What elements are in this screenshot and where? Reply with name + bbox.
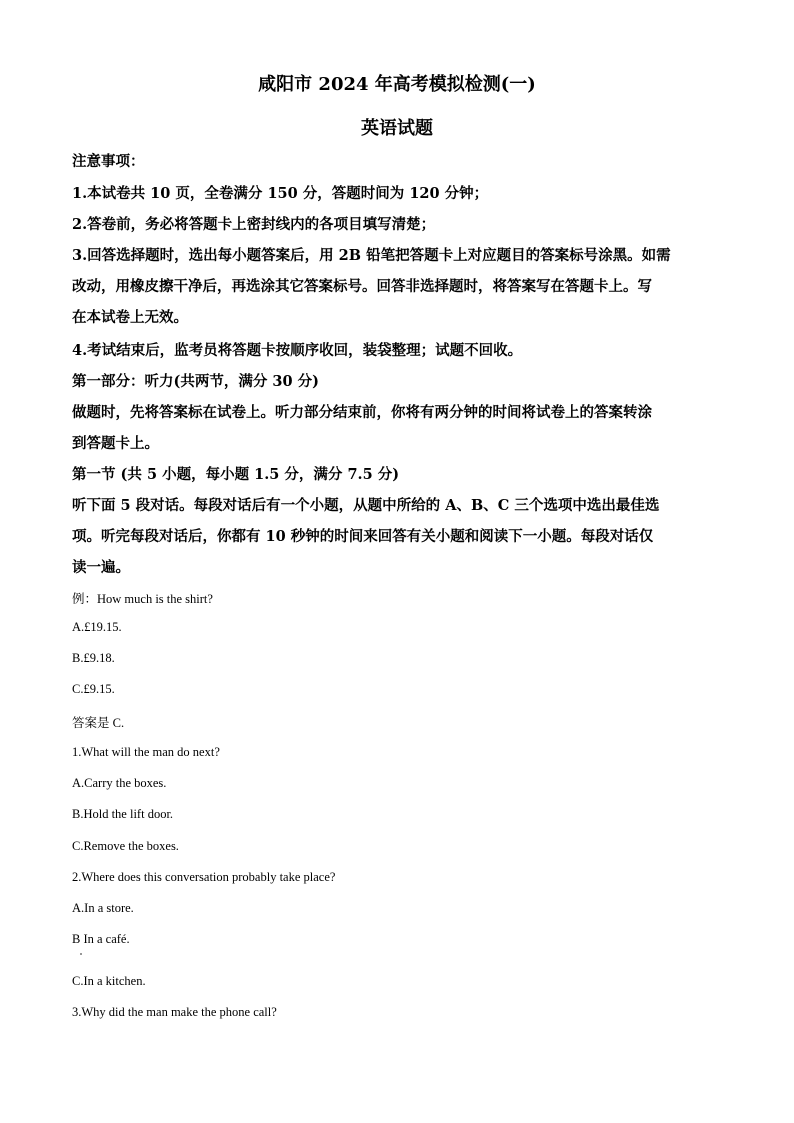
exam-title: 咸阳市 2024 年高考模拟检测(一) (258, 74, 536, 95)
question-1: 1.What will the man do next? (72, 745, 220, 759)
question-2-option-c: C.In a kitchen. (72, 974, 146, 988)
question-1-option-b: B.Hold the lift door. (72, 807, 174, 821)
example-question: 例：How much is the shirt? (72, 592, 213, 606)
question-1-option-a: A.Carry the boxes. (72, 776, 167, 790)
question-2-option-a: A.In a store. (72, 901, 134, 915)
part1-instruction-line-2: 到答题卡上。 (72, 435, 159, 452)
example-option-b: B.£9.18. (72, 651, 115, 665)
note-item-4: 4.考试结束后，监考员将答题卡按顺序收回，装袋整理；试题不回收。 (72, 342, 523, 359)
question-2-option-b: B In a café. (72, 932, 130, 946)
part1-heading: 第一部分：听力(共两节，满分 30 分) (72, 373, 319, 390)
question-3: 3.Why did the man make the phone call? (72, 1005, 277, 1019)
note-item-2: 2.答卷前，务必将答题卡上密封线内的各项目填写清楚； (72, 216, 436, 233)
note-item-3-line-1: 3.回答选择题时，选出每小题答案后，用 2B 铅笔把答题卡上对应题目的答案标号涂黑。如需 (72, 247, 671, 264)
section1-instruction-line-1: 听下面 5 段对话。每段对话后有一个小题，从题中所给的 A、B、C 三个选项中选出最佳选 (72, 497, 660, 514)
question-2: 2.Where does this conversation probably take place? (72, 870, 336, 884)
part1-instruction-line-1: 做题时，先将答案标在试卷上。听力部分结束前，你将有两分钟的时间将试卷上的答案转涂 (72, 404, 652, 421)
note-item-1: 1.本试卷共 10 页，全卷满分 150 分，答题时间为 120 分钟； (72, 185, 489, 202)
notes-heading: 注意事项： (72, 153, 145, 170)
example-answer: 答案是 C. (72, 716, 125, 730)
exam-subject: 英语试题 (361, 118, 433, 139)
section1-heading: 第一节 (共 5 小题，每小题 1.5 分，满分 7.5 分) (72, 466, 400, 483)
question-1-option-c: C.Remove the boxes. (72, 839, 179, 853)
note-item-3-line-3: 在本试卷上无效。 (72, 309, 188, 326)
stray-mark (80, 953, 82, 955)
example-option-c: C.£9.15. (72, 682, 115, 696)
note-item-3-line-2: 改动，用橡皮擦干净后，再选涂其它答案标号。回答非选择题时，将答案写在答题卡上。写 (72, 278, 652, 295)
example-option-a: A.£19.15. (72, 620, 122, 634)
section1-instruction-line-3: 读一遍。 (72, 559, 130, 576)
section1-instruction-line-2: 项。听完每段对话后，你都有 10 秒钟的时间来回答有关小题和阅读下一小题。每段对话仅 (72, 528, 654, 545)
